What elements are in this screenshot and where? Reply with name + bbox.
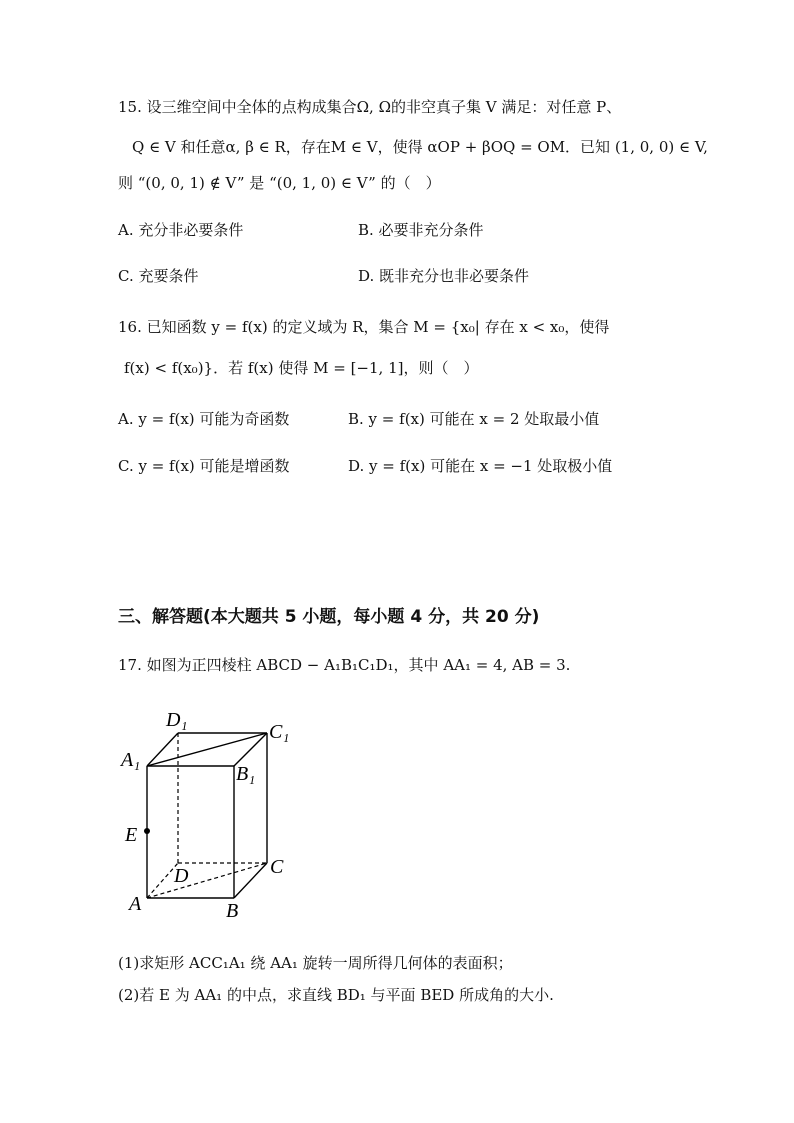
label-a1: A₁ bbox=[121, 749, 141, 771]
hidden-diagonal-a-c bbox=[147, 863, 267, 898]
q16-option-a: A. y = f(x) 可能为奇函数 bbox=[118, 410, 290, 428]
point-e-dot bbox=[144, 828, 150, 834]
diagonal-a1-c1 bbox=[147, 733, 267, 766]
q15-option-a: A. 充分非必要条件 bbox=[118, 221, 244, 239]
label-b: B bbox=[226, 900, 239, 920]
section-heading: 三、解答题(本大题共 5 小题，每小题 4 分，共 20 分) bbox=[118, 607, 540, 627]
q15-line-3: 则 “(0, 0, 1) ∉ V” 是 “(0, 1, 0) ∈ V” 的（ ） bbox=[118, 174, 441, 192]
label-d1: D₁ bbox=[166, 709, 188, 731]
q15-line-2: Q ∈ V 和任意α, β ∈ R，存在M ∈ V，使得 αOP + βOQ = OM．已知 (1, 0, 0) ∈ V, bbox=[132, 138, 708, 156]
label-b1: B₁ bbox=[236, 763, 256, 785]
q16-line-1: 16. 已知函数 y = f(x) 的定义域为 R，集合 M = {x₀| 存在 x < x₀，使得 bbox=[118, 318, 610, 336]
q15-line-1: 15. 设三维空间中全体的点构成集合Ω, Ω的非空真子集 V 满足：对任意 P、 bbox=[118, 98, 622, 116]
label-c: C bbox=[270, 856, 284, 878]
q16-option-c: C. y = f(x) 可能是增函数 bbox=[118, 457, 290, 475]
label-d: D bbox=[174, 865, 189, 887]
q16-option-d: D. y = f(x) 可能在 x = −1 处取极小值 bbox=[348, 457, 613, 475]
label-a: A bbox=[129, 893, 142, 915]
label-c1: C₁ bbox=[269, 721, 290, 743]
label-e: E bbox=[125, 824, 138, 846]
q17-line-1: 17. 如图为正四棱柱 ABCD − A₁B₁C₁D₁，其中 AA₁ = 4, AB = 3. bbox=[118, 656, 571, 674]
q15-option-b: B. 必要非充分条件 bbox=[358, 221, 484, 239]
q15-option-d: D. 既非充分也非必要条件 bbox=[358, 267, 530, 285]
q17-part-1: (1)求矩形 ACC₁A₁ 绕 AA₁ 旋转一周所得几何体的表面积； bbox=[118, 954, 513, 972]
q16-line-2: f(x) < f(x₀)}．若 f(x) 使得 M = [−1, 1]，则（ ） bbox=[124, 359, 479, 377]
q17-part-2: (2)若 E 为 AA₁ 的中点，求直线 BD₁ 与平面 BED 所成角的大小. bbox=[118, 986, 554, 1004]
prism-figure bbox=[112, 700, 312, 920]
q16-option-b: B. y = f(x) 可能在 x = 2 处取最小值 bbox=[348, 410, 600, 428]
q15-option-c: C. 充要条件 bbox=[118, 267, 199, 285]
